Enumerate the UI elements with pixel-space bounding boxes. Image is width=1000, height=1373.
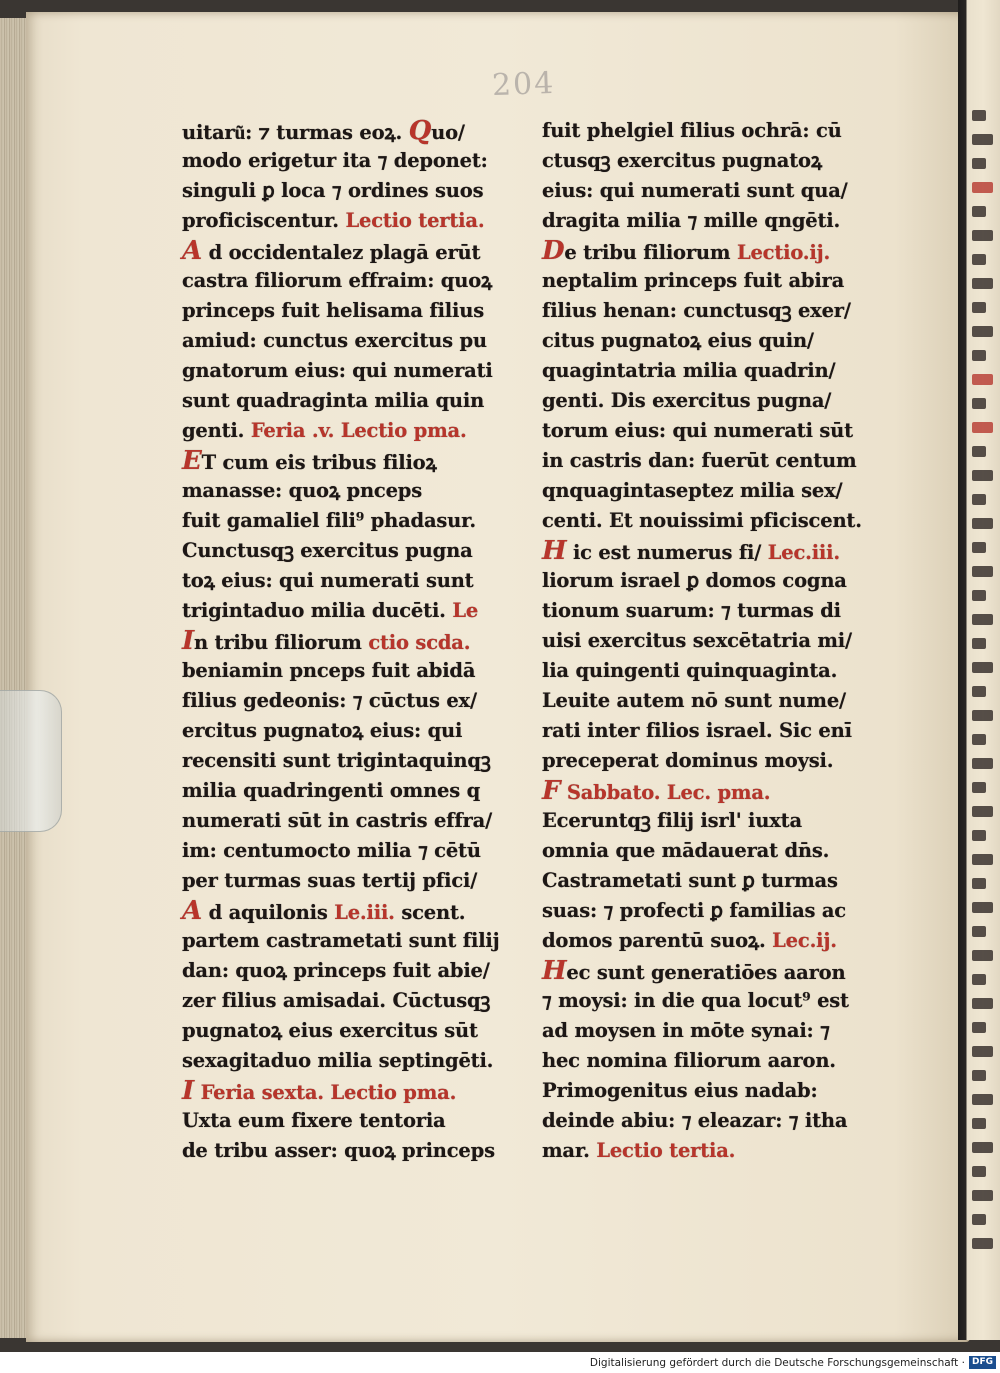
text-line bbox=[182, 656, 552, 686]
text-column-right bbox=[542, 116, 912, 1166]
text-span: d aquilonis bbox=[201, 901, 335, 924]
text-span: castra filiorum effraim: quoꝝ bbox=[182, 269, 493, 292]
facing-page-text-mark bbox=[972, 1142, 993, 1153]
rubric-text: Lectio tertia. bbox=[596, 1139, 736, 1162]
text-line bbox=[542, 686, 912, 716]
pencil-folio-number: 204 bbox=[491, 65, 556, 104]
text-line bbox=[542, 716, 912, 746]
text-span: tionum suarum: ⁊ turmas di bbox=[542, 599, 841, 622]
text-span: modo erigetur ita ⁊ deponet: bbox=[182, 149, 488, 172]
facing-page-text-mark bbox=[972, 902, 993, 913]
text-line bbox=[182, 806, 552, 836]
text-span: proficiscentur. bbox=[182, 209, 346, 232]
text-line bbox=[542, 956, 912, 986]
text-span: Uxta eum fixere tentoria bbox=[182, 1109, 446, 1132]
initial-letter: D bbox=[542, 236, 565, 266]
text-span: filius gedeonis: ⁊ cūctus ex/ bbox=[182, 689, 477, 712]
text-line bbox=[182, 1136, 552, 1166]
text-line bbox=[542, 146, 912, 176]
digitization-credit-text: Digitalisierung gefördert durch die Deutsche Forschungsgemeinschaft · bbox=[589, 1356, 965, 1369]
text-span: pugnatoꝝ eius exercitus sūt bbox=[182, 1019, 478, 1042]
text-span: Eceruntqꝫ filij isrl' iuxta bbox=[542, 809, 802, 832]
text-span: hec nomina filiorum aaron. bbox=[542, 1049, 836, 1072]
text-line bbox=[182, 146, 552, 176]
facing-page-text-mark bbox=[972, 1046, 993, 1057]
text-span: numerati sūt in castris effra/ bbox=[182, 809, 492, 832]
text-line bbox=[182, 716, 552, 746]
facing-page-text-mark bbox=[972, 926, 986, 937]
facing-page-text-mark bbox=[972, 758, 993, 769]
rubric-text: Le.iii. bbox=[334, 901, 395, 924]
text-line bbox=[182, 506, 552, 536]
facing-page-text-mark bbox=[972, 710, 993, 721]
facing-page-text-mark bbox=[972, 494, 986, 505]
facing-page-text-mark bbox=[972, 230, 993, 241]
text-line bbox=[542, 836, 912, 866]
text-span: Primogenitus eius nadab: bbox=[542, 1079, 818, 1102]
facing-page-text-mark bbox=[972, 470, 993, 481]
text-line bbox=[542, 1136, 912, 1166]
text-span: milia quadringenti omnes q bbox=[182, 779, 481, 802]
text-line bbox=[542, 176, 912, 206]
text-line bbox=[182, 836, 552, 866]
text-line bbox=[182, 536, 552, 566]
text-line bbox=[542, 1106, 912, 1136]
text-span: uo/ bbox=[431, 121, 465, 144]
text-line bbox=[182, 386, 552, 416]
facing-page-text-mark bbox=[972, 782, 986, 793]
text-span: princeps fuit helisama filius bbox=[182, 299, 484, 322]
text-line bbox=[542, 296, 912, 326]
dfg-logo: DFG bbox=[969, 1356, 996, 1369]
text-span: partem castrametati sunt filij bbox=[182, 929, 500, 952]
text-line bbox=[542, 926, 912, 956]
text-span: per turmas suas tertij pfici/ bbox=[182, 869, 478, 892]
text-line bbox=[542, 896, 912, 926]
facing-page-edge bbox=[958, 0, 1000, 1340]
text-span: Leuite autem nō sunt nume/ bbox=[542, 689, 846, 712]
rubric-text: Le bbox=[452, 599, 479, 622]
text-span: Castrametati sunt ꝑ turmas bbox=[542, 869, 838, 892]
text-line bbox=[542, 656, 912, 686]
text-span: lia quingenti quinquaginta. bbox=[542, 659, 838, 682]
text-line bbox=[542, 236, 912, 266]
text-line bbox=[182, 206, 552, 236]
text-line bbox=[542, 506, 912, 536]
facing-page-text-mark bbox=[972, 1190, 993, 1201]
initial-letter: I bbox=[182, 1076, 194, 1106]
text-line bbox=[182, 116, 552, 146]
rubric-text: Lectio tertia. bbox=[345, 209, 485, 232]
rubric-text: Lectio.ij. bbox=[736, 241, 831, 264]
text-line bbox=[542, 626, 912, 656]
text-line bbox=[542, 866, 912, 896]
text-span: sexagitaduo milia septingēti. bbox=[182, 1049, 494, 1072]
text-span: liorum israel ꝑ domos cogna bbox=[542, 569, 847, 592]
facing-page-text-mark bbox=[972, 518, 993, 529]
text-span: genti. Dis exercitus pugna/ bbox=[542, 389, 832, 412]
rubric-text: Lec.iii. bbox=[767, 541, 840, 564]
text-span: beniamin pnceps fuit abidā bbox=[182, 659, 476, 682]
text-line bbox=[542, 566, 912, 596]
text-span: dragita milia ⁊ mille qngēti. bbox=[542, 209, 841, 232]
text-span: dan: quoꝝ princeps fuit abie/ bbox=[182, 959, 490, 982]
facing-page-text-mark bbox=[972, 542, 986, 553]
text-line bbox=[542, 116, 912, 146]
text-line bbox=[182, 356, 552, 386]
text-line bbox=[182, 1076, 552, 1106]
facing-page-text-mark bbox=[972, 854, 993, 865]
text-span: fuit phelgiel filius ochrā: cū bbox=[542, 119, 842, 142]
text-span: omnia que mādauerat dn̄s. bbox=[542, 839, 830, 862]
text-span: ercitus pugnatoꝝ eius: qui bbox=[182, 719, 463, 742]
text-line bbox=[542, 596, 912, 626]
text-span: manasse: quoꝝ pnceps bbox=[182, 479, 423, 502]
text-line bbox=[182, 176, 552, 206]
text-line bbox=[182, 266, 552, 296]
facing-page-text-mark bbox=[972, 590, 986, 601]
facing-page-text-mark bbox=[972, 734, 986, 745]
text-span: toꝝ eius: qui numerati sunt bbox=[182, 569, 474, 592]
facing-page-text-mark bbox=[972, 950, 993, 961]
text-line bbox=[182, 296, 552, 326]
text-span: d occidentalez plagā erūt bbox=[201, 241, 481, 264]
text-span: torum eius: qui numerati sūt bbox=[542, 419, 853, 442]
facing-page-text-mark bbox=[972, 446, 986, 457]
facing-page-text-mark bbox=[972, 422, 993, 433]
facing-page-text-mark bbox=[972, 1094, 993, 1105]
text-span: recensiti sunt trigintaquinqꝫ bbox=[182, 749, 491, 772]
text-span: mar. bbox=[542, 1139, 597, 1162]
facing-page-text-mark bbox=[972, 1214, 986, 1225]
text-line bbox=[182, 626, 552, 656]
facing-page-text-mark bbox=[972, 1166, 986, 1177]
text-span: preceperat dominus moysi. bbox=[542, 749, 834, 772]
text-span: quagintatria milia quadrin/ bbox=[542, 359, 836, 382]
text-span: e tribu filiorum bbox=[564, 241, 737, 264]
text-span: centi. Et nouissimi pficiscent. bbox=[542, 509, 862, 532]
initial-letter: H bbox=[542, 956, 567, 986]
text-line bbox=[542, 476, 912, 506]
text-line bbox=[542, 206, 912, 236]
initial-letter: I bbox=[182, 626, 194, 656]
text-span: zer filius amisadai. Cūctusqꝫ bbox=[182, 989, 491, 1012]
text-line bbox=[542, 536, 912, 566]
text-span: amiud: cunctus exercitus pu bbox=[182, 329, 487, 352]
text-line bbox=[542, 1046, 912, 1076]
text-line bbox=[182, 416, 552, 446]
text-line bbox=[542, 356, 912, 386]
facing-page-text-mark bbox=[972, 326, 993, 337]
text-span: trigintaduo milia ducēti. bbox=[182, 599, 453, 622]
facing-page-text-mark bbox=[972, 1070, 986, 1081]
initial-letter: A bbox=[182, 236, 202, 266]
text-line bbox=[182, 776, 552, 806]
text-span: ⁊ moysi: in die qua locut⁹ est bbox=[542, 989, 849, 1012]
text-line bbox=[182, 866, 552, 896]
page-clamp bbox=[0, 690, 62, 832]
text-span: de tribu asser: quoꝝ princeps bbox=[182, 1139, 495, 1162]
text-line bbox=[182, 896, 552, 926]
text-span: neptalim princeps fuit abira bbox=[542, 269, 845, 292]
text-span: T cum eis tribus filioꝝ bbox=[201, 451, 437, 474]
text-span: n tribu filiorum bbox=[193, 631, 369, 654]
text-line bbox=[182, 956, 552, 986]
facing-page-text-mark bbox=[972, 158, 986, 169]
facing-page-text-mark bbox=[972, 374, 993, 385]
text-span: rati inter filios israel. Sic enī bbox=[542, 719, 852, 742]
text-span: citus pugnatoꝝ eius quin/ bbox=[542, 329, 814, 352]
initial-letter: F bbox=[542, 776, 561, 806]
text-line bbox=[542, 986, 912, 1016]
rubric-text: Feria .v. Lectio pma. bbox=[250, 419, 467, 442]
facing-page-text-mark bbox=[972, 638, 986, 649]
text-span: domos parentū suoꝝ. bbox=[542, 929, 773, 952]
facing-page-text-mark bbox=[972, 1238, 993, 1249]
facing-page-text-mark bbox=[972, 830, 986, 841]
text-line bbox=[182, 566, 552, 596]
text-span bbox=[194, 1081, 201, 1104]
facing-page-text-mark bbox=[972, 350, 986, 361]
text-line bbox=[542, 1076, 912, 1106]
text-span: Cunctusqꝫ exercitus pugna bbox=[182, 539, 473, 562]
text-line bbox=[542, 266, 912, 296]
text-span: in castris dan: fuerūt centum bbox=[542, 449, 857, 472]
text-line bbox=[182, 326, 552, 356]
facing-page-text-mark bbox=[972, 278, 993, 289]
digitization-credit-bar bbox=[0, 1352, 1000, 1373]
text-line bbox=[182, 236, 552, 266]
text-span: ctusqꝫ exercitus pugnatoꝝ bbox=[542, 149, 822, 172]
text-line bbox=[182, 1106, 552, 1136]
text-line bbox=[542, 446, 912, 476]
text-span: genti. bbox=[182, 419, 251, 442]
rubric-text: Sabbato. Lec. pma. bbox=[566, 781, 771, 804]
text-line bbox=[182, 986, 552, 1016]
text-line bbox=[542, 746, 912, 776]
text-line bbox=[182, 596, 552, 626]
text-line bbox=[182, 446, 552, 476]
text-line bbox=[182, 1046, 552, 1076]
facing-page-text-mark bbox=[972, 566, 993, 577]
facing-page-text-mark bbox=[972, 806, 993, 817]
rubric-text: ctio scda. bbox=[368, 631, 471, 654]
rubric-text: Feria sexta. Lectio pma. bbox=[200, 1081, 457, 1104]
text-span: gnatorum eius: qui numerati bbox=[182, 359, 493, 382]
facing-page-text-mark bbox=[972, 182, 993, 193]
facing-page-text-mark bbox=[972, 206, 986, 217]
text-span: ec sunt generatiōes aaron bbox=[566, 961, 846, 984]
text-line bbox=[182, 746, 552, 776]
facing-page-text-mark bbox=[972, 398, 986, 409]
text-line bbox=[182, 1016, 552, 1046]
text-line bbox=[542, 776, 912, 806]
text-line bbox=[182, 686, 552, 716]
initial-letter: H bbox=[542, 536, 567, 566]
initial-letter: Q bbox=[408, 116, 432, 146]
text-span: filius henan: cunctusqꝫ exer/ bbox=[542, 299, 851, 322]
text-line bbox=[542, 806, 912, 836]
text-line bbox=[542, 1016, 912, 1046]
text-span: ic est numerus fi/ bbox=[566, 541, 768, 564]
facing-page-text-mark bbox=[972, 110, 986, 121]
text-span: suas: ⁊ profecti ꝑ familias ac bbox=[542, 899, 846, 922]
facing-page-text-mark bbox=[972, 662, 993, 673]
initial-letter: E bbox=[182, 446, 202, 476]
text-span: sunt quadraginta milia quin bbox=[182, 389, 485, 412]
text-span: eius: qui numerati sunt qua/ bbox=[542, 179, 848, 202]
initial-letter: A bbox=[182, 896, 202, 926]
text-span: im: centumocto milia ⁊ cētū bbox=[182, 839, 481, 862]
text-span: scent. bbox=[394, 901, 466, 924]
facing-page-text-mark bbox=[972, 686, 986, 697]
text-span: uisi exercitus sexcētatria mi/ bbox=[542, 629, 852, 652]
facing-page-text-mark bbox=[972, 134, 993, 145]
facing-page-text-mark bbox=[972, 614, 993, 625]
facing-page-text-mark bbox=[972, 1118, 986, 1129]
text-line bbox=[182, 476, 552, 506]
text-line bbox=[542, 326, 912, 356]
text-span: qnquagintaseptez milia sex/ bbox=[542, 479, 843, 502]
text-column-left bbox=[182, 116, 552, 1166]
text-span: uitaru͂: ⁊ turmas eoꝝ. bbox=[182, 121, 409, 144]
facing-page-text-mark bbox=[972, 974, 986, 985]
facing-page-text-mark bbox=[972, 254, 986, 265]
text-line bbox=[542, 386, 912, 416]
text-span: ad moysen in mōte synai: ⁊ bbox=[542, 1019, 830, 1042]
text-span: singuli ꝑ loca ⁊ ordines suos bbox=[182, 179, 484, 202]
text-span: fuit gamaliel fili⁹ phadasur. bbox=[182, 509, 477, 532]
text-span: deinde abiu: ⁊ eleazar: ⁊ itha bbox=[542, 1109, 848, 1132]
text-span bbox=[560, 781, 567, 804]
facing-page-text-mark bbox=[972, 878, 986, 889]
text-line bbox=[542, 416, 912, 446]
facing-page-text-mark bbox=[972, 998, 993, 1009]
facing-page-text-mark bbox=[972, 1022, 986, 1033]
rubric-text: Lec.ij. bbox=[772, 929, 837, 952]
facing-page-text-mark bbox=[972, 302, 986, 313]
text-line bbox=[182, 926, 552, 956]
